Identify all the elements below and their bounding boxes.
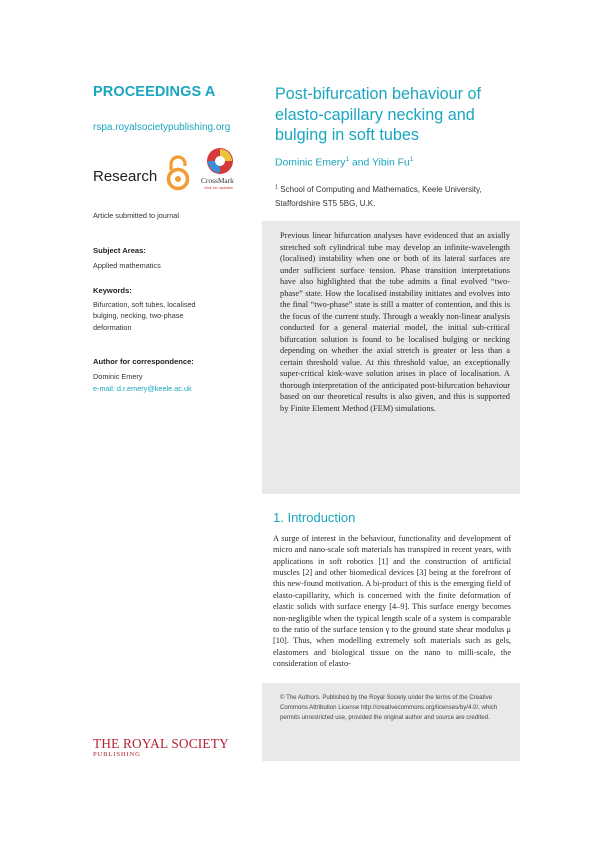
journal-name: PROCEEDINGS A [93, 84, 216, 100]
journal-website-link[interactable]: rspa.royalsocietypublishing.org [93, 122, 231, 133]
license-text: © The Authors. Published by the Royal Society under the terms of the Creative Commons Attribution License http://creativecommons.org/licenses/by/4.0/, which permits unrestricted use, provided the original author and source are credited. [280, 694, 498, 721]
author-affiliation-mark: 1 [345, 156, 350, 163]
author-name: Yibin Fu [372, 157, 410, 169]
affiliation-text: School of Computing and Mathematics, Keele University, Staffordshire ST5 5BG, U.K. [275, 185, 482, 208]
keywords-line: Bifurcation, soft tubes, localised [93, 300, 196, 309]
keywords-list [93, 299, 196, 333]
affiliation [275, 183, 495, 210]
crossmark-icon [205, 146, 235, 176]
correspondence-label: Author for correspondence: [93, 357, 194, 366]
publisher-logo-subtext: PUBLISHING [93, 751, 141, 758]
submission-note: Article submitted to journal [93, 211, 179, 220]
abstract-text: Previous linear bifurcation analyses have evidenced that an axially stretched soft cylindrical tube may develop an infinite-wavelength (localised) instability when one or both of its lateral surfaces are under sufficient surface tension. Phase transition interpretations have also highlighted that the tube admits a final evolved “two-phase” state. How the localised instability initiates and evolves into the final “two-phase” state is still a matter of contention, and this is the focus of the current study. Through a weakly non-linear analysis conducted for a general material model, the initial sub-critical bifurcation solution is found to be localised bulging or necking depending on whether the axial stretch is greater or less than a certain threshold value. At this threshold value, an exceptionally super-critical kink-wave solution arises in place of localisation. A thorough interpretation of the anticipated post-bifurcation behaviour based on our theoretical results is also given, and this is supported by Finite Element Method (FEM) simulations. [280, 231, 510, 413]
abstract-box [262, 221, 520, 494]
author-affiliation-mark: 1 [409, 156, 414, 163]
crossmark-sublabel: click for updates [204, 185, 233, 190]
open-access-icon [165, 155, 191, 191]
introduction-text: A surge of interest in the behaviour, functionality and development of micro and nano-scale soft materials has transpired in recent years, with applications in soft robotics [1] and the construction of artificial muscles [2] and other biomedical devices [3] being at the forefront of this new-found motivation. A bi-product of this is the emerging field of elasto-capillarity, which is concerned with the finite deformation of elastic solids with surface energy [4–9]. This surface energy becomes non-negligible when the typical length scale of a system is comparable to the ratio of the surface tension γ to the ground state shear modulus μ [10]. Thus, when modelling extremely soft materials such as gels, elastomers and biological tissue on the nano to milli-scale, the consideration of elasto- [273, 534, 511, 668]
keywords-line: deformation [93, 322, 132, 332]
article-section-label: Research [93, 168, 158, 185]
author-name: Dominic Emery [275, 157, 346, 169]
crossmark-label: CrossMark [201, 176, 234, 185]
publisher-logo-text: THE ROYAL SOCIETY [93, 736, 229, 751]
crossmark-button[interactable] [200, 146, 240, 190]
affiliation-mark: 1 [275, 184, 279, 191]
keywords-line: bulging, necking, two-phase [93, 311, 184, 321]
keywords-label: Keywords: [93, 286, 132, 295]
correspondence-name: Dominic Emery [93, 372, 143, 381]
license-box [262, 683, 520, 761]
subject-areas-value: Applied mathematics [93, 261, 161, 270]
author-conjunction: and [351, 157, 370, 169]
article-title: Post-bifurcation behaviour of elasto-capillary necking and bulging in soft tubes [275, 85, 482, 145]
section-heading: 1. Introduction [273, 510, 356, 525]
subject-areas-label: Subject Areas: [93, 246, 146, 255]
correspondence-email-link[interactable]: e-mail: d.r.emery@keele.ac.uk [93, 384, 192, 393]
author-list [275, 156, 413, 168]
